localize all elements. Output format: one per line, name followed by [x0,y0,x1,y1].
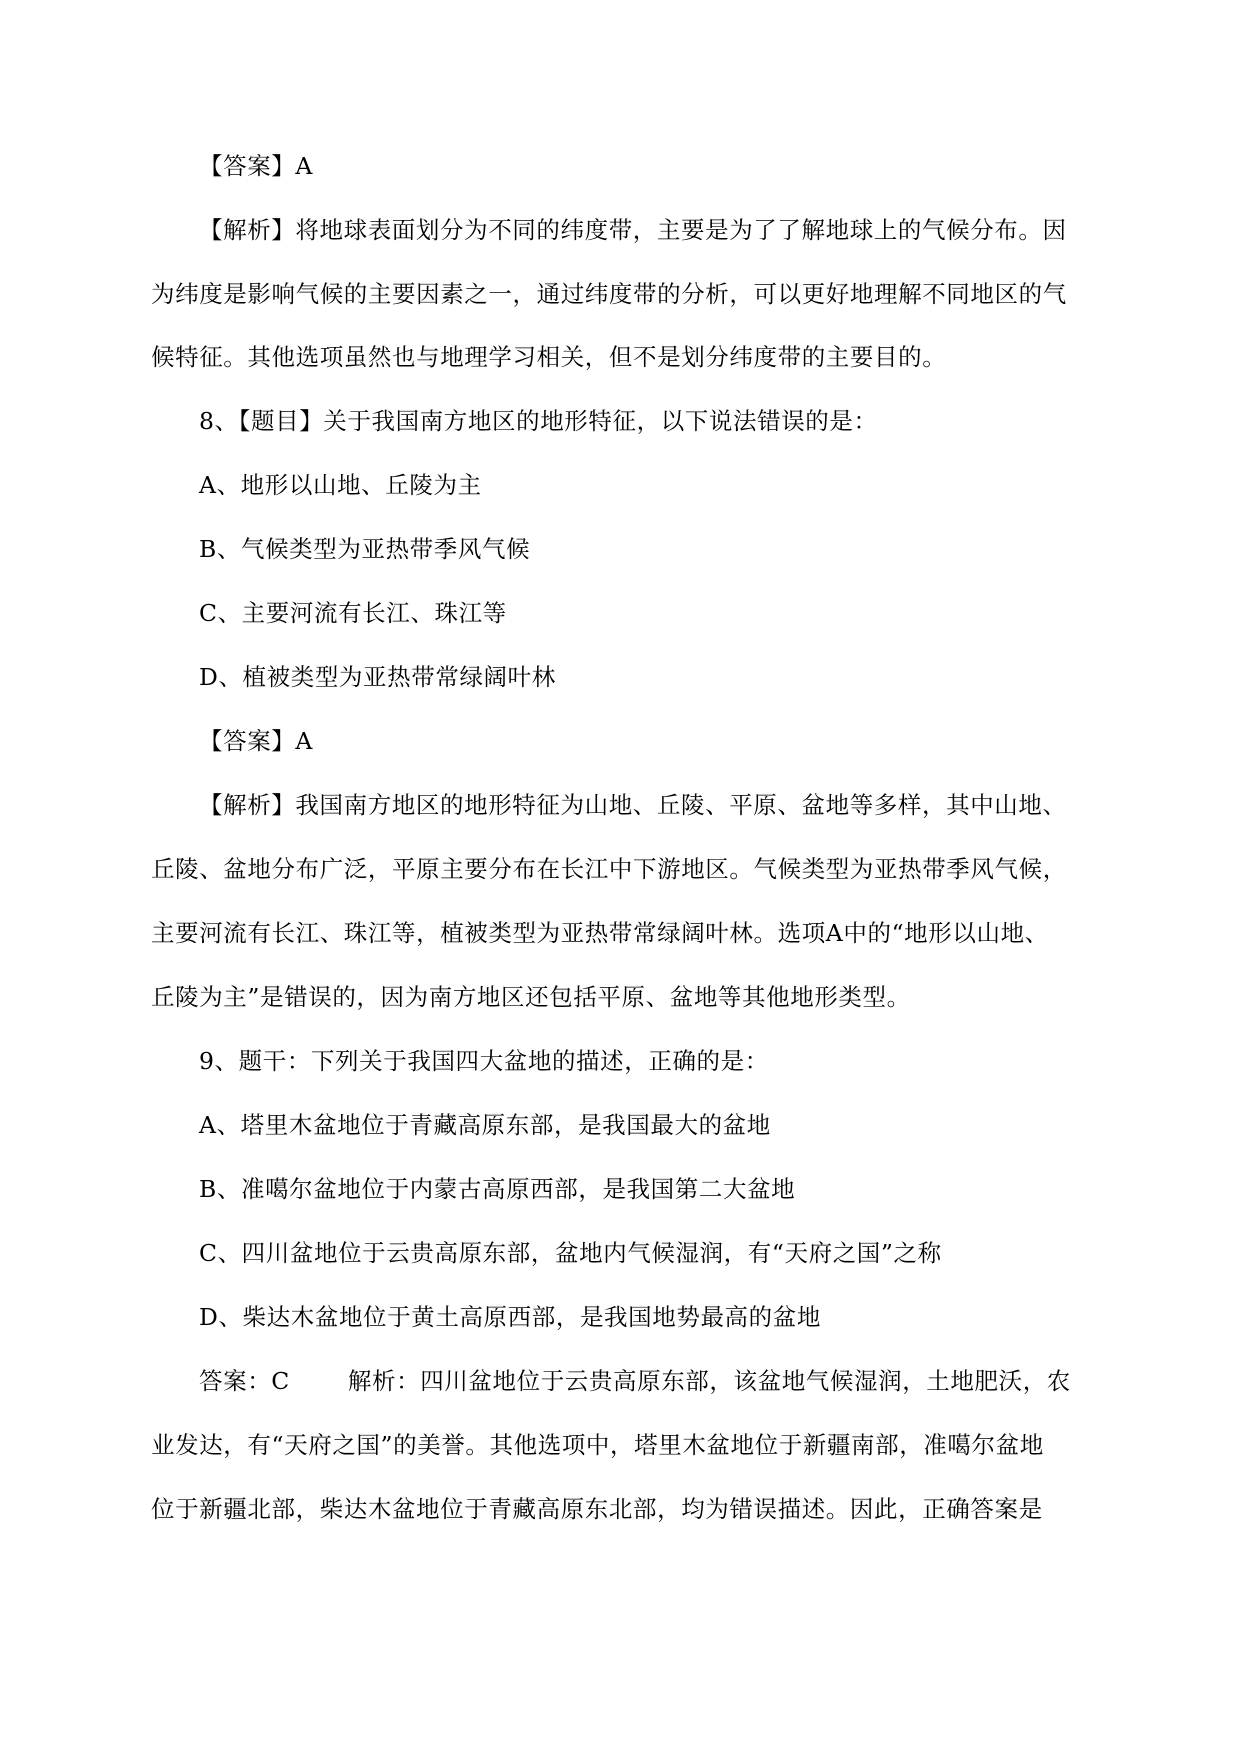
answer-line: 【答案】A [199,727,313,755]
answer-line: 【答案】A [199,152,313,180]
analysis-line: 【解析】将地球表面划分为不同的纬度带，主要是为了了解地球上的气候分布。因 [199,216,1067,244]
option-line: D、柴达木盆地位于黄土高原西部，是我国地势最高的盆地 [199,1303,821,1331]
analysis-line: 丘陵、盆地分布广泛，平原主要分布在长江中下游地区。气候类型为亚热带季风气候， [151,855,1067,883]
final-answer-label: 答案：C [199,1367,290,1395]
analysis-line: 候特征。其他选项虽然也与地理学习相关，但不是划分纬度带的主要目的。 [151,343,947,371]
question-line: 9、题干：下列关于我国四大盆地的描述，正确的是： [199,1047,769,1075]
option-line: B、准噶尔盆地位于内蒙古高原西部，是我国第二大盆地 [199,1175,796,1203]
analysis-line: 丘陵为主”是错误的，因为南方地区还包括平原、盆地等其他地形类型。 [151,983,911,1011]
option-line: C、主要河流有长江、珠江等 [199,599,507,627]
option-line: D、植被类型为亚热带常绿阔叶林 [199,663,556,691]
final-analysis-start: 解析：四川盆地位于云贵高原东部，该盆地气候湿润，土地肥沃，农 [347,1367,1071,1395]
question-line: 8、【题目】关于我国南方地区的地形特征，以下说法错误的是： [199,407,878,435]
option-line: B、气候类型为亚热带季风气候 [199,535,531,563]
final-analysis-line: 位于新疆北部，柴达木盆地位于青藏高原东北部，均为错误描述。因此，正确答案是 [151,1495,1043,1523]
analysis-line: 为纬度是影响气候的主要因素之一，通过纬度带的分析，可以更好地理解不同地区的气 [151,280,1067,308]
final-answer-line [199,1365,1143,1397]
option-line: A、地形以山地、丘陵为主 [199,471,482,499]
final-analysis-line: 业发达，有“天府之国”的美誉。其他选项中，塔里木盆地位于新疆南部，准噶尔盆地 [151,1431,1044,1459]
option-line: C、四川盆地位于云贵高原东部，盆地内气候湿润，有“天府之国”之称 [199,1239,942,1267]
analysis-line: 主要河流有长江、珠江等，植被类型为亚热带常绿阔叶林。选项A中的“地形以山地、 [151,919,1049,947]
analysis-line: 【解析】我国南方地区的地形特征为山地、丘陵、平原、盆地等多样，其中山地、 [199,791,1067,819]
option-line: A、塔里木盆地位于青藏高原东部，是我国最大的盆地 [199,1111,771,1139]
